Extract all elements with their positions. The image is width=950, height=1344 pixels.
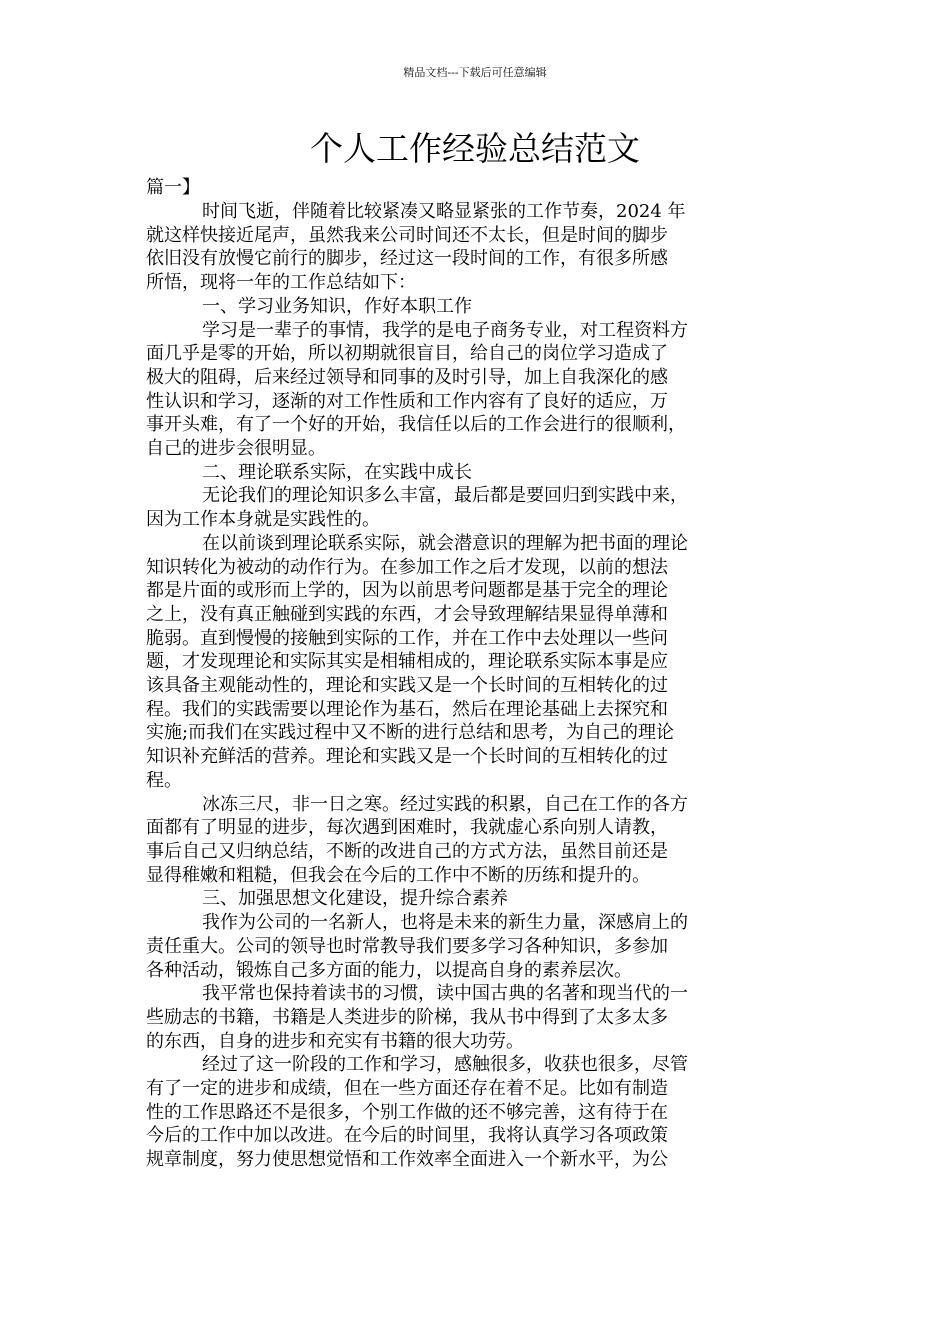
- text-line: 面都有了明显的进步，每次遇到困难时，我就虚心系向别人请教，: [146, 817, 668, 839]
- text-line: 因为工作本身就是实践性的。: [146, 509, 380, 531]
- text-line: 题，才发现理论和实际其实是相辅相成的，理论联系实际本事是应: [146, 651, 668, 673]
- text-line: 一、学习业务知识，作好本职工作: [202, 295, 472, 317]
- text-line: 责任重大。公司的领导也时常教导我们要多学习各种知识，多参加: [146, 935, 668, 957]
- text-line: 我平常也保持着读书的习惯，读中国古典的名著和现当代的一: [202, 983, 688, 1005]
- text-line: 依旧没有放慢它前行的脚步，经过这一段时间的工作，有很多所感: [146, 248, 668, 270]
- text-line: 该具备主观能动性的，理论和实践又是一个长时间的互相转化的过: [146, 675, 668, 697]
- text-line: 实施;而我们在实践过程中又不断的进行总结和思考，为自己的理论: [146, 722, 675, 744]
- text-line: 二、理论联系实际，在实践中成长: [202, 461, 472, 483]
- text-line: 今后的工作中加以改进。在今后的时间里，我将认真学习各项政策: [146, 1125, 668, 1147]
- section-label: 篇一】: [146, 177, 200, 198]
- text-line: 有了一定的进步和成绩，但在一些方面还存在着不足。比如有制造: [146, 1078, 668, 1100]
- text-line: 事开头难，有了一个好的开始，我信任以后的工作会进行的很顺利，: [146, 414, 686, 436]
- body-paragraph: [146, 484, 812, 531]
- body-paragraph: [146, 461, 812, 485]
- body-paragraph: [146, 982, 812, 1053]
- document-title: 个人工作经验总结范文: [310, 129, 640, 168]
- body-paragraph: [146, 793, 812, 888]
- document-body: [146, 200, 812, 1172]
- text-line: 我作为公司的一名新人，也将是未来的新生力量，深感肩上的: [202, 912, 688, 934]
- text-line: 性认识和学习，逐渐的对工作性质和工作内容有了良好的适应，万: [146, 390, 668, 412]
- text-line: 面几乎是零的开始，所以初期就很盲目，给自己的岗位学习造成了: [146, 343, 668, 365]
- text-line: 经过了这一阶段的工作和学习，感触很多，收获也很多，尽管: [202, 1054, 688, 1076]
- text-line: 自己的进步会很明显。: [146, 438, 326, 460]
- header-note: 精品文档---下载后可任意编辑: [403, 66, 547, 79]
- text-line: 冰冻三尺，非一日之寒。经过实践的积累，自己在工作的各方: [202, 793, 688, 815]
- text-line: 在以前谈到理论联系实际，就会潜意识的理解为把书面的理论: [202, 532, 688, 554]
- text-line: 些励志的书籍，书籍是人类进步的阶梯，我从书中得到了太多太多: [146, 1006, 668, 1028]
- text-line: 知识转化为被动的动作行为。在参加工作之后才发现，以前的想法: [146, 556, 668, 578]
- body-paragraph: [146, 295, 812, 319]
- text-line: 知识补充鲜活的营养。理论和实践又是一个长时间的互相转化的过: [146, 746, 668, 768]
- text-line: 时间飞逝，伴随着比较紧凑又略显紧张的工作节奏，2024 年: [202, 201, 686, 222]
- text-line: 极大的阻碍，后来经过领导和同事的及时引导，加上自我深化的感: [146, 366, 668, 388]
- body-paragraph: [146, 319, 812, 461]
- text-line: 无论我们的理论知识多么丰富，最后都是要回归到实践中来，: [202, 485, 688, 507]
- text-line: 之上，没有真正触碰到实践的东西，才会导致理解结果显得单薄和: [146, 603, 668, 625]
- text-line: 都是片面的或形而上学的，因为以前思考问题都是基于完全的理论: [146, 580, 668, 602]
- text-line: 各种活动，锻炼自己多方面的能力，以提高自身的素养层次。: [146, 959, 632, 981]
- body-paragraph: [146, 1053, 812, 1172]
- text-line: 显得稚嫩和粗糙，但我会在今后的工作中不断的历练和提升的。: [146, 864, 650, 886]
- text-line: 的东西，自身的进步和充实有书籍的很大功劳。: [146, 1030, 524, 1052]
- text-line: 三、加强思想文化建设，提升综合素养: [202, 888, 508, 910]
- body-paragraph: [146, 887, 812, 911]
- text-line: 事后自己又归纳总结，不断的改进自己的方式方法，虽然目前还是: [146, 840, 668, 862]
- text-line: 脆弱。直到慢慢的接触到实际的工作，并在工作中去处理以一些问: [146, 627, 668, 649]
- text-line: 性的工作思路还不是很多，个别工作做的还不够完善，这有待于在: [146, 1101, 668, 1123]
- body-paragraph: [146, 200, 812, 295]
- body-paragraph: [146, 532, 812, 793]
- text-line: 程。我们的实践需要以理论作为基石，然后在理论基础上去探究和: [146, 698, 668, 720]
- text-line: 所悟，现将一年的工作总结如下：: [146, 272, 416, 294]
- text-line: 规章制度，努力使思想觉悟和工作效率全面进入一个新水平，为公: [146, 1149, 668, 1171]
- text-line: 就这样快接近尾声，虽然我来公司时间还不太长，但是时间的脚步: [146, 224, 668, 246]
- body-paragraph: [146, 911, 812, 982]
- text-line: 程。: [146, 769, 182, 791]
- text-line: 学习是一辈子的事情，我学的是电子商务专业，对工程资料方: [202, 319, 688, 341]
